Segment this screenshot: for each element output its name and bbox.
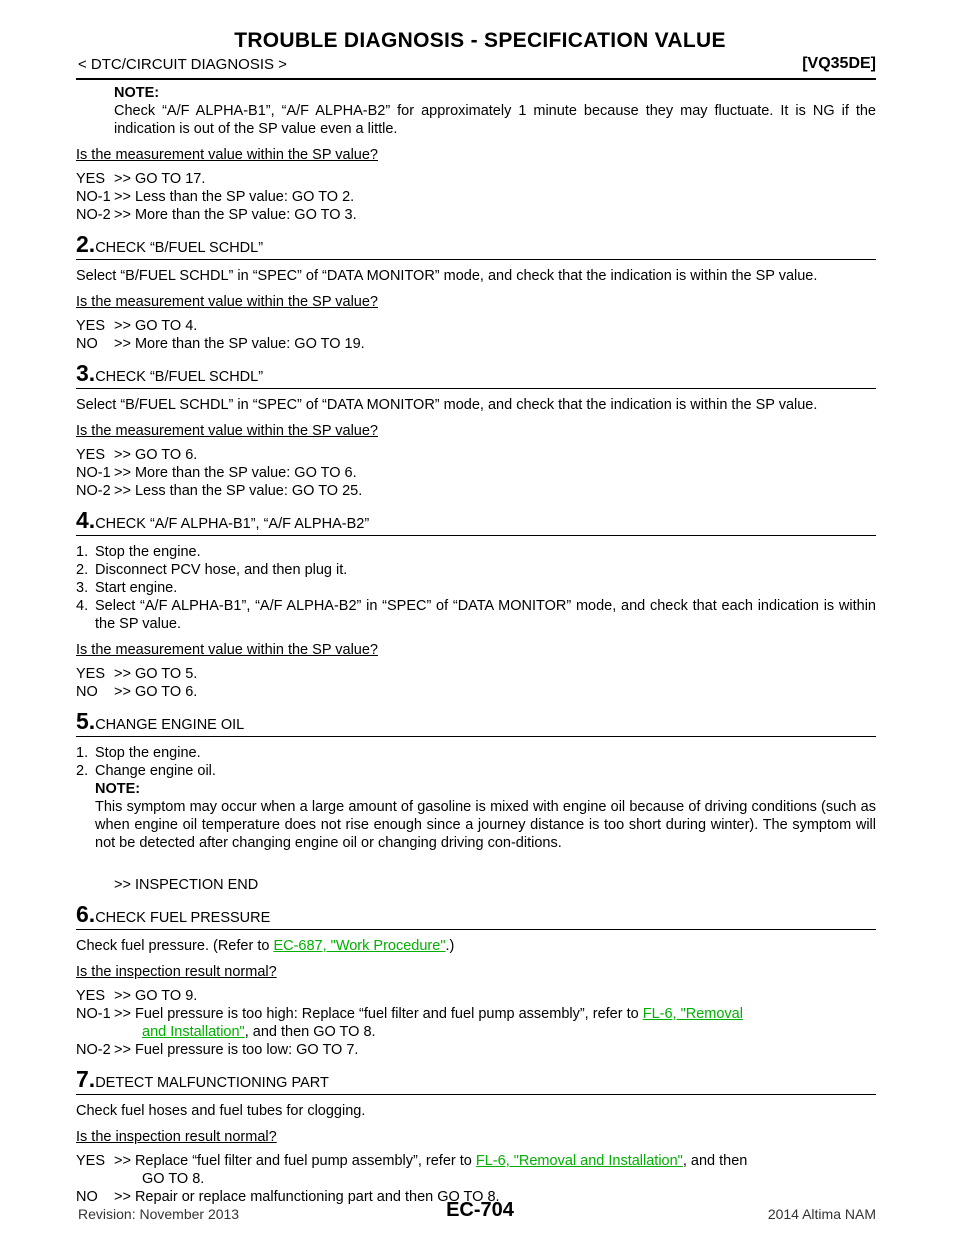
answer-text: >> Less than the SP value: GO TO 25. — [114, 483, 363, 499]
answer-row — [76, 1005, 876, 1041]
list-note — [95, 780, 876, 852]
answer-row — [76, 446, 876, 464]
intro-note — [114, 84, 876, 138]
answer-text: >> GO TO 6. — [114, 447, 198, 463]
answer-text — [114, 1152, 876, 1188]
reference-link[interactable]: FL-6, "Removal and Installation" — [475, 1153, 683, 1169]
step-title: CHECK “B/FUEL SCHDL” — [95, 240, 264, 256]
step-title: CHANGE ENGINE OIL — [95, 717, 245, 733]
step-heading — [76, 232, 876, 260]
list-text: Stop the engine. — [95, 544, 201, 560]
answer-key: NO-2 — [76, 1042, 111, 1058]
header-rule — [76, 78, 876, 80]
step-body: Select “B/FUEL SCHDL” in “SPEC” of “DATA MONITOR” mode, and check that the indication is within the SP value. — [76, 268, 818, 284]
answer-list — [76, 446, 876, 500]
step-body: Check fuel hoses and fuel tubes for clogging. — [76, 1103, 366, 1119]
step-number: 3. — [76, 360, 96, 386]
answer-key: YES — [76, 318, 106, 334]
answer-key: NO — [76, 1189, 98, 1205]
step-number: 2. — [76, 231, 96, 257]
question: Is the measurement value within the SP value? — [76, 642, 378, 658]
revision-date: Revision: November 2013 — [78, 1206, 240, 1222]
question: Is the measurement value within the SP value? — [76, 423, 378, 439]
answer-text-part: , and then — [682, 1153, 748, 1169]
answer-text: >> GO TO 4. — [114, 318, 198, 334]
answer-list — [76, 1152, 876, 1206]
answer-text: >> Fuel pressure is too low: GO TO 7. — [114, 1042, 359, 1058]
list-text: Change engine oil. — [95, 763, 216, 779]
body-text: .) — [445, 938, 455, 954]
answer-text: >> Repair or replace malfunctioning part and then GO TO 8. — [114, 1189, 500, 1205]
list-item — [76, 762, 876, 780]
answer-list — [76, 317, 876, 353]
step-title: DETECT MALFUNCTIONING PART — [95, 1075, 329, 1091]
question: Is the measurement value within the SP value? — [76, 147, 378, 163]
note-label: NOTE: — [114, 85, 160, 101]
reference-link[interactable]: EC-687, "Work Procedure" — [273, 938, 446, 954]
step-heading — [76, 902, 876, 930]
reference-link[interactable]: and Installation" — [142, 1024, 245, 1040]
answer-key: NO-2 — [76, 207, 111, 223]
inspection-end: >> INSPECTION END — [114, 877, 259, 893]
answer-key: YES — [76, 1153, 106, 1169]
page-number: EC-704 — [446, 1199, 514, 1221]
list-item — [76, 579, 876, 597]
answer-list — [76, 987, 876, 1059]
answer-text: >> More than the SP value: GO TO 3. — [114, 207, 357, 223]
list-number: 2. — [76, 562, 89, 578]
answer-row — [76, 206, 876, 224]
answer-row — [76, 665, 876, 683]
list-text: Disconnect PCV hose, and then plug it. — [95, 562, 348, 578]
answer-key: NO — [76, 684, 98, 700]
list-number: 1. — [76, 544, 89, 560]
step-number: 7. — [76, 1066, 96, 1092]
step-number: 6. — [76, 901, 96, 927]
answer-text-part: >> Fuel pressure is too high: Replace “fuel filter and fuel pump assembly”, refer to — [114, 1006, 643, 1022]
list-item — [76, 561, 876, 579]
answer-key: NO — [76, 336, 98, 352]
answer-text: >> GO TO 9. — [114, 988, 198, 1004]
answer-text — [114, 1005, 876, 1041]
answer-row — [76, 170, 876, 188]
list-item — [76, 597, 876, 633]
list-item — [76, 543, 876, 561]
answer-text: >> GO TO 6. — [114, 684, 198, 700]
step-heading — [76, 508, 876, 536]
answer-key: YES — [76, 988, 106, 1004]
note-text: This symptom may occur when a large amount of gasoline is mixed with engine oil because of driving conditions (such as when engine oil temperature does not rise enough since a journey distance is too short during winter). The symptom will not be detected after changing engine oil or changing driving con-ditions. — [95, 799, 876, 851]
answer-key: YES — [76, 171, 106, 187]
answer-text-part: , and then GO TO 8. — [244, 1024, 376, 1040]
list-item — [76, 744, 876, 762]
answer-text: >> GO TO 5. — [114, 666, 198, 682]
step-title: CHECK “A/F ALPHA-B1”, “A/F ALPHA-B2” — [95, 516, 370, 532]
step-title: CHECK FUEL PRESSURE — [95, 910, 271, 926]
answer-row — [76, 1041, 876, 1059]
step-body — [76, 937, 876, 955]
answer-row — [76, 335, 876, 353]
body-text: Check fuel pressure. (Refer to — [76, 938, 274, 954]
answer-key: YES — [76, 447, 106, 463]
answer-list — [76, 665, 876, 701]
question: Is the measurement value within the SP value? — [76, 294, 378, 310]
section-breadcrumb: < DTC/CIRCUIT DIAGNOSIS > — [78, 56, 287, 73]
step-heading — [76, 1067, 876, 1095]
question: Is the inspection result normal? — [76, 964, 277, 980]
answer-key: NO-2 — [76, 483, 111, 499]
list-text: Stop the engine. — [95, 745, 201, 761]
step-title: CHECK “B/FUEL SCHDL” — [95, 369, 264, 385]
answer-row — [76, 317, 876, 335]
edition-label: 2014 Altima NAM — [767, 1206, 876, 1222]
answer-text: >> Less than the SP value: GO TO 2. — [114, 189, 355, 205]
answer-text-part: >> Replace “fuel filter and fuel pump assembly”, refer to — [114, 1153, 476, 1169]
procedure-list — [76, 543, 876, 633]
engine-model: [VQ35DE] — [802, 55, 876, 72]
list-text: Select “A/F ALPHA-B1”, “A/F ALPHA-B2” in “SPEC” of “DATA MONITOR” mode, and check that each indication is within the SP value. — [95, 598, 876, 632]
answer-list — [76, 170, 876, 224]
step-heading — [76, 361, 876, 389]
list-number: 1. — [76, 745, 89, 761]
list-number: 4. — [76, 598, 89, 614]
list-number: 2. — [76, 763, 89, 779]
page-title: TROUBLE DIAGNOSIS - SPECIFICATION VALUE — [234, 29, 726, 52]
answer-key: NO-1 — [76, 1006, 111, 1022]
answer-row — [76, 482, 876, 500]
answer-key: YES — [76, 666, 106, 682]
answer-row — [76, 1152, 876, 1188]
answer-row — [76, 188, 876, 206]
document-body — [76, 84, 876, 1206]
answer-row — [76, 987, 876, 1005]
answer-row — [76, 464, 876, 482]
list-text: Start engine. — [95, 580, 178, 596]
question: Is the inspection result normal? — [76, 1129, 277, 1145]
step-number: 5. — [76, 708, 96, 734]
answer-text-part: GO TO 8. — [142, 1171, 205, 1187]
answer-text: >> More than the SP value: GO TO 19. — [114, 336, 365, 352]
step-number: 4. — [76, 507, 96, 533]
reference-link[interactable]: FL-6, "Removal — [642, 1006, 743, 1022]
step-heading — [76, 709, 876, 737]
answer-text: >> More than the SP value: GO TO 6. — [114, 465, 357, 481]
answer-text: >> GO TO 17. — [114, 171, 206, 187]
step-body: Select “B/FUEL SCHDL” in “SPEC” of “DATA MONITOR” mode, and check that the indication is within the SP value. — [76, 397, 818, 413]
answer-key: NO-1 — [76, 465, 111, 481]
procedure-list — [76, 744, 876, 852]
answer-row — [76, 683, 876, 701]
note-text: Check “A/F ALPHA-B1”, “A/F ALPHA-B2” for approximately 1 minute because they may fluctuate. It is NG if the indication is out of the SP value even a little. — [114, 103, 876, 137]
answer-key: NO-1 — [76, 189, 111, 205]
note-label: NOTE: — [95, 781, 141, 797]
list-number: 3. — [76, 580, 89, 596]
